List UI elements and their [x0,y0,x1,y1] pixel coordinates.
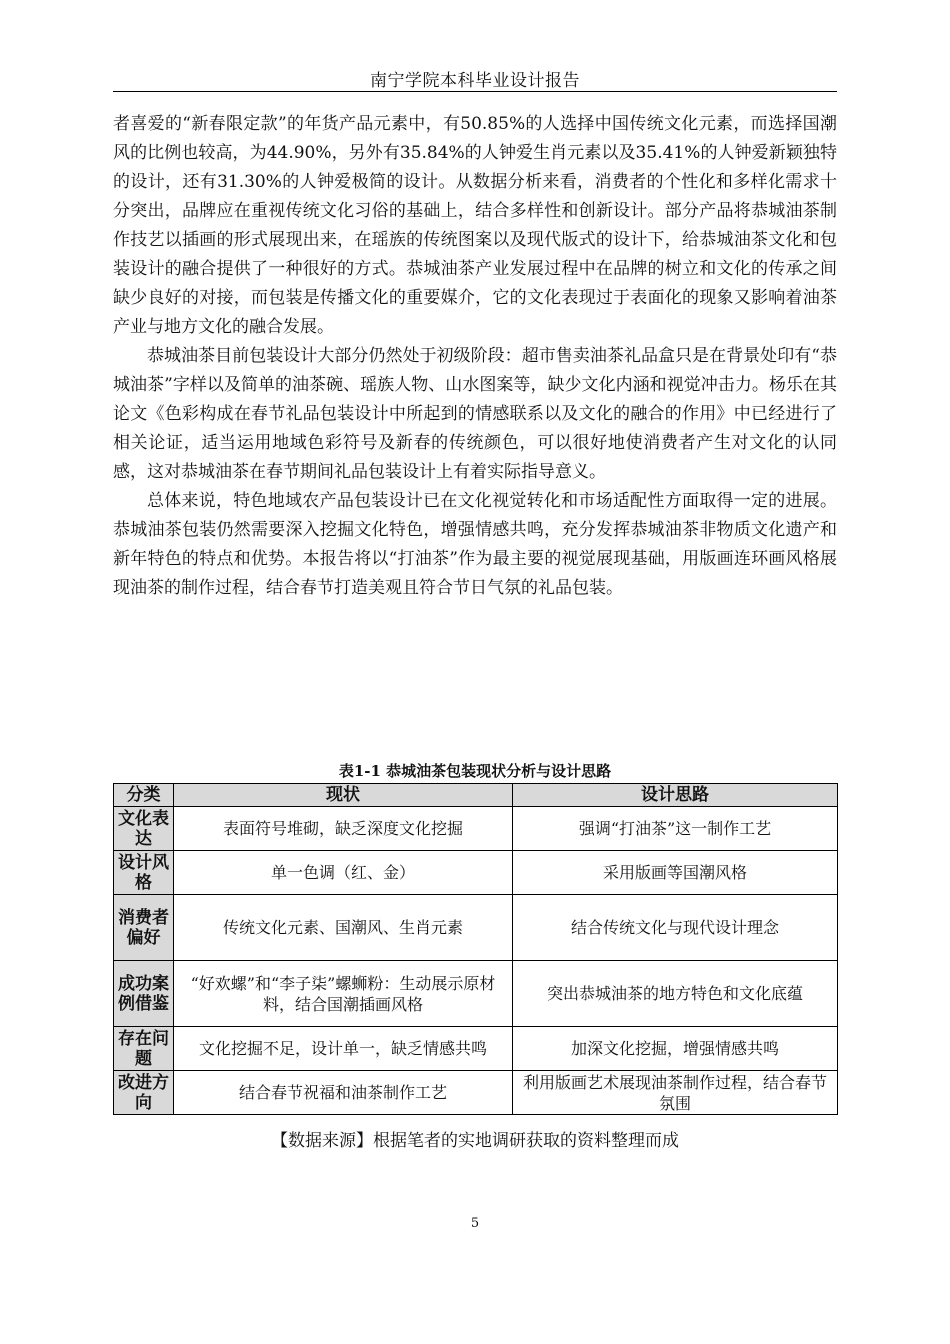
paragraph-2: 恭城油茶目前包装设计大部分仍然处于初级阶段：超市售卖油茶礼品盒只是在背景处印有“恭城油茶”字样以及简单的油茶碗、瑶族人物、山水图案等，缺少文化内涵和视觉冲击力。杨乐在其论文《色彩构成在春节礼品包装设计中所起到的情感联系以及文化的融合的作用》中已经进行了相关论证，适当运用地域色彩符号及新春的传统颜色，可以很好地使消费者产生对文化的认同感，这对恭城油茶在春节期间礼品包装设计上有着实际指导意义。 [113,346,837,482]
table-row [114,1071,838,1115]
row-current: “好欢螺”和“李子柒”螺蛳粉：生动展示原材料，结合国潮插画风格 [174,961,513,1027]
analysis-table [113,783,838,1115]
row-current: 表面符号堆砌，缺乏深度文化挖掘 [174,807,513,851]
row-design-idea: 突出恭城油茶的地方特色和文化底蕴 [513,961,838,1027]
row-design-idea: 强调“打油茶”这一制作工艺 [513,807,838,851]
row-design-idea: 结合传统文化与现代设计理念 [513,895,838,961]
header-design-idea: 设计思路 [513,784,838,807]
row-category: 成功案例借鉴 [114,961,174,1027]
row-current: 文化挖掘不足，设计单一，缺乏情感共鸣 [174,1027,513,1071]
table-row [114,807,838,851]
row-design-idea: 加深文化挖掘，增强情感共鸣 [513,1027,838,1071]
body-text [113,110,837,603]
header-current: 现状 [174,784,513,807]
table-row [114,1027,838,1071]
row-design-idea: 利用版画艺术展现油茶制作过程，结合春节氛围 [513,1071,838,1115]
table-row [114,961,838,1027]
header-category: 分类 [114,784,174,807]
table-title: 表1-1 恭城油茶包装现状分析与设计思路 [338,762,612,780]
row-category: 文化表达 [114,807,174,851]
row-category: 存在问题 [114,1027,174,1071]
page-number: 5 [470,1216,480,1231]
table-row [114,851,838,895]
page-header-title: 南宁学院本科毕业设计报告 [370,71,580,91]
row-current: 结合春节祝福和油茶制作工艺 [174,1071,513,1115]
row-category: 设计风格 [114,851,174,895]
row-design-idea: 采用版画等国潮风格 [513,851,838,895]
row-category: 改进方向 [114,1071,174,1115]
header-divider [113,91,837,92]
data-source-note: 【数据来源】根据笔者的实地调研获取的资料整理而成 [271,1131,679,1151]
paragraph-3: 总体来说，特色地域农产品包装设计已在文化视觉转化和市场适配性方面取得一定的进展。恭城油茶包装仍然需要深入挖掘文化特色，增强情感共鸣，充分发挥恭城油茶非物质文化遗产和新年特色的特点和优势。本报告将以“打油茶”作为最主要的视觉展现基础，用版画连环画风格展现油茶的制作过程，结合春节打造美观且符合节日气氛的礼品包装。 [113,491,837,598]
paragraph-1: 者喜爱的“新春限定款”的年货产品元素中，有50.85%的人选择中国传统文化元素，而选择国潮风的比例也较高，为44.90%，另外有35.84%的人钟爱生肖元素以及35.41%的人钟爱新颖独特的设计，还有31.30%的人钟爱极简的设计。从数据分析来看，消费者的个性化和多样化需求十分突出，品牌应在重视传统文化习俗的基础上，结合多样性和创新设计。部分产品将恭城油茶制作技艺以插画的形式展现出来，在瑶族的传统图案以及现代版式的设计下，给恭城油茶文化和包装设计的融合提供了一种很好的方式。恭城油茶产业发展过程中在品牌的树立和文化的传承之间缺少良好的对接，而包装是传播文化的重要媒介，它的文化表现过于表面化的现象又影响着油茶产业与地方文化的融合发展。 [113,114,837,337]
row-current: 单一色调（红、金） [174,851,513,895]
table-row [114,895,838,961]
row-category: 消费者偏好 [114,895,174,961]
row-current: 传统文化元素、国潮风、生肖元素 [174,895,513,961]
table-header-row [114,784,838,807]
